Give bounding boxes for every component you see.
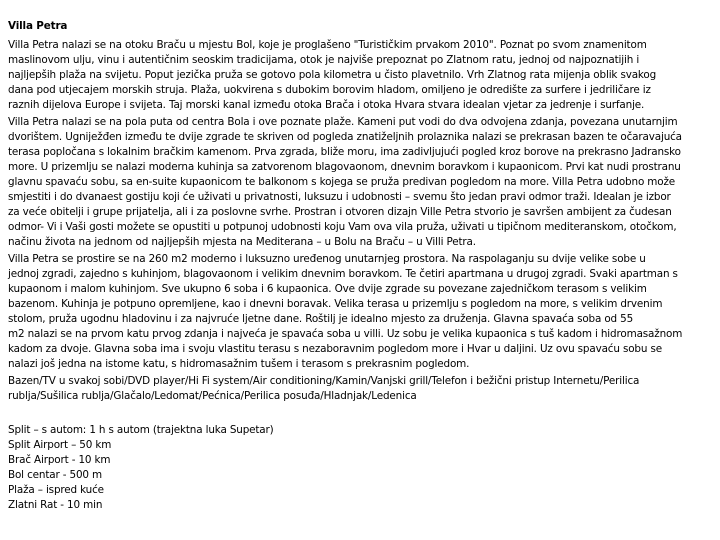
- text-line: rublja/Sušilica rublja/Glačalo/Ledomat/Pećnica/Perilica posuđa/Hladnjak/Ledenica: [8, 390, 417, 402]
- text-line: za veće obitelji i grupe prijatelja, ali i za poslovne svrhe. Prostran i otvoren dizajn Ville Petra stvorio je savršen ambijent za čudesan: [8, 206, 672, 218]
- text-line: smjestiti i do dvanaest gostiju koji će uživati u privatnosti, luksuzu i udobnosti – svemu što jedan pravi odmor traži. Idealan je izbor: [8, 191, 671, 203]
- text-line: terasa popločana s lokalnim bračkim kamenom. Prva zgrada, bliže moru, ima zadivljujući pogled kroz borove na prekrasno Jadransko: [8, 146, 681, 158]
- text-line: nalazi još jedna na istome katu, s hidromasažnim tušem i terasom s prekrasnim pogledom.: [8, 358, 470, 370]
- page-title: Villa Petra: [8, 20, 68, 32]
- distance-list: [8, 423, 720, 513]
- distance-item: Brač Airport - 10 km: [8, 454, 111, 466]
- paragraph: [8, 38, 720, 113]
- text-line: najljepših plaža na svijetu. Poput jezička pruža se gotovo pola kilometra u čisto plavetnilo. Vrh Zlatnog rata mijenja oblik svakog: [8, 69, 657, 81]
- distance-item: Bol centar - 500 m: [8, 469, 102, 481]
- text-line: m2 nalazi se na prvom katu prvog zdanja i najveća je spavaća soba u villi. Uz sobu je velika kupaonica s tuš kadom i hidromasažnom: [8, 328, 683, 340]
- text-line: raznih dijelova Europe i svijeta. Taj morski kanal između otoka Brača i otoka Hvara stvara idealan vjetar za jedrenje i surfanje.: [8, 99, 645, 111]
- text-line: bazenom. Kuhinja je potpuno opremljene, kao i dnevni boravak. Velika terasa u prizemlju s pogledom na more, s velikim drvenim: [8, 298, 663, 310]
- paragraph: [8, 252, 720, 372]
- text-line: jednoj zgradi, zajedno s kuhinjom, blagovaonom i velikim dnevnim boravkom. Te četiri apartmana u drugoj zgradi. Svaki apartman s: [8, 268, 678, 280]
- text-line: maslinovom ulju, vinu i autentičnim seoskim tradicijama, otok je najviše prepoznat po Zlatnom ratu, jednoj od najpoznatijih i: [8, 54, 640, 66]
- paragraph: [8, 374, 720, 404]
- text-line: stolom, pruža ugodnu hladovinu i za najvruće ljetne dane. Roštilj je idealno mjesto za druženja. Glavna spavaća soba od 55: [8, 313, 634, 325]
- text-line: Villa Petra nalazi se na pola puta od centra Bola i ove poznate plaže. Kameni put vodi do dva odvojena zdanja, povezana unutarnjim: [8, 116, 678, 128]
- text-line: načinu života na jednom od najljepših mjesta na Mediterana – u Bolu na Braču – u Villi Petra.: [8, 236, 476, 248]
- distance-item: Split Airport – 50 km: [8, 439, 112, 451]
- text-line: kadom za dvoje. Glavna soba ima i svoju vlastitu terasu s nezaboravnim pogledom more i Hvar u daljini. Uz ovu spavaću sobu se: [8, 343, 662, 355]
- text-line: Villa Petra se prostire se na 260 m2 moderno i luksuzno uređenog unutarnjeg prostora. Na raspolaganju su dvije velike sobe u: [8, 253, 646, 265]
- distance-item: Split – s autom: 1 h s autom (trajektna luka Supetar): [8, 424, 274, 436]
- text-line: glavnu spavaću sobu, sa en-suite kupaonicom te balkonom s kojega se pruža predivan pogledom na more. Villa Petra udobno može: [8, 176, 676, 188]
- text-line: dana pod utjecajem morskih struja. Plaža, uokvirena s dubokim borovim hladom, omiljeno je odredište za surfere i jedriličare iz: [8, 84, 651, 96]
- description-body: [8, 38, 720, 404]
- spacer: [8, 406, 720, 423]
- text-line: Bazen/TV u svakoj sobi/DVD player/Hi Fi system/Air conditioning/Kamin/Vanjski grill/Telefon i bežični pristup Internetu/Perilica: [8, 375, 640, 387]
- text-line: Villa Petra nalazi se na otoku Braču u mjestu Bol, koje je proglašeno "Turističkim prvakom 2010". Poznat po svom znamenitom: [8, 39, 647, 51]
- text-line: kupaonom i malom kuhinjom. Sve ukupno 6 soba i 6 kupaonica. Ove dvije zgrade su povezane zajedničkom terasom s velikim: [8, 283, 647, 295]
- document: [8, 19, 720, 513]
- paragraph: [8, 115, 720, 250]
- text-line: odmor- Vi i Vaši gosti možete se opustiti u potpunoj udobnosti koju Vam ova vila pruža, uživati u tipičnom mediteranskom, otočkom,: [8, 221, 677, 233]
- text-line: dvorištem. Ugniježđen između te dvije zgrade te skriven od pogleda znatiželjnih prolaznika nalazi se prekrasan bazen te očaravajuća: [8, 131, 682, 143]
- text-line: more. U prizemlju se nalazi moderna kuhinja sa zatvorenom blagovaonom, dnevnim boravkom i kupaonicom. Prvi kat nudi prostranu: [8, 161, 681, 173]
- distance-item: Zlatni Rat - 10 min: [8, 499, 103, 511]
- distance-item: Plaža – ispred kuće: [8, 484, 104, 496]
